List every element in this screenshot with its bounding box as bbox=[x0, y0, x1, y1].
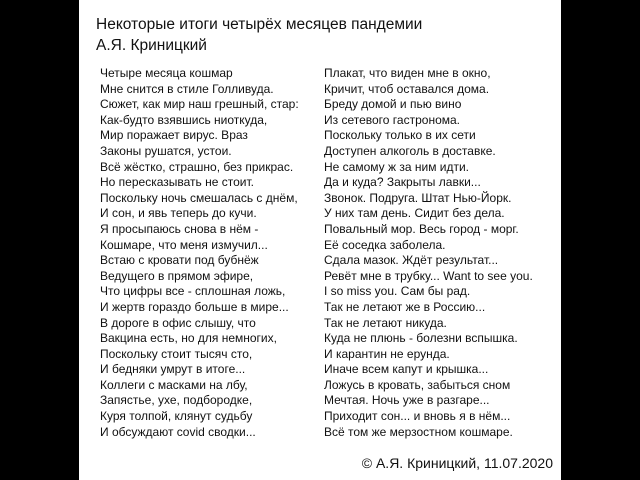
poem-line: Поскольку только в их сети bbox=[324, 128, 476, 143]
poem-column-left bbox=[100, 66, 299, 440]
poem-line: Ревёт мне в трубку... Want to see you. bbox=[324, 268, 533, 283]
poem-line: Бреду домой и пью вино bbox=[324, 97, 462, 112]
poem-author: А.Я. Криницкий bbox=[96, 37, 207, 54]
poem-column-right bbox=[324, 66, 533, 440]
poem-line: Доступен алкоголь в доставке. bbox=[324, 143, 496, 158]
poem-line: И обсуждают covid сводки... bbox=[100, 424, 256, 439]
poem-line: Поскольку ночь смешалась с днём, bbox=[100, 190, 298, 205]
poem-line: Всё том же мерзостном кошмаре. bbox=[324, 424, 513, 439]
poem-line: Встаю с кровати под бубнёж bbox=[100, 253, 259, 268]
poem-line: Запястье, ухе, подбородке, bbox=[100, 393, 253, 408]
poem-line: Плакат, что виден мне в окно, bbox=[324, 66, 491, 80]
poem-line: Сюжет, как мир наш грешный, стар: bbox=[100, 97, 299, 112]
poem-line: В дороге в офис слышу, что bbox=[100, 315, 256, 330]
poem-line: Так не летают же в Россию... bbox=[324, 299, 486, 314]
poem-line: Иначе всем капут и крышка... bbox=[324, 362, 489, 377]
poem-line: Всё жёстко, страшно, без прикрас. bbox=[100, 159, 294, 174]
poem-line: И сон, и явь теперь до кучи. bbox=[100, 206, 257, 221]
poem-line: Законы рушатся, устои. bbox=[100, 143, 232, 158]
poem-line: Как-будто взявшись ниоткуда, bbox=[100, 112, 268, 127]
poem-line: Поскольку стоит тысяч сто, bbox=[100, 346, 253, 361]
poem-line: Приходит сон... и вновь я в нём... bbox=[324, 409, 511, 424]
poem-line: И бедняки умрут в итоге... bbox=[100, 362, 246, 377]
poem-line: И жертв гораздо больше в мире... bbox=[100, 299, 289, 314]
poem-line: И карантин не ерунда. bbox=[324, 346, 450, 361]
poem-line: Звонок. Подруга. Штат Нью-Йорк. bbox=[324, 190, 512, 205]
poem-line: Кричит, чтоб оставался дома. bbox=[324, 81, 490, 96]
poem-line: Повальный мор. Весь город - морг. bbox=[324, 221, 519, 236]
poem-line: Ложусь в кровать, забыться сном bbox=[324, 377, 511, 392]
poem-line: У них там день. Сидит без дела. bbox=[324, 206, 505, 221]
poem-line: I so miss you. Сам бы рад. bbox=[324, 284, 471, 299]
poem-line: Коллеги с масками на лбу, bbox=[100, 377, 248, 392]
poem-line: Мечтая. Ночь уже в разгаре... bbox=[324, 393, 490, 408]
poem-line: Четыре месяца кошмар bbox=[100, 66, 233, 80]
poem-line: Куда не плюнь - болезни вспышка. bbox=[324, 331, 518, 346]
poem-line: Кошмаре, что меня измучил... bbox=[100, 237, 268, 252]
poem-page bbox=[79, 0, 561, 480]
poem-line: Мир поражает вирус. Враз bbox=[100, 128, 248, 143]
poem-title: Некоторые итоги четырёх месяцев пандемии bbox=[96, 16, 423, 33]
poem-line: Её соседка заболела. bbox=[324, 237, 446, 252]
poem-line: Ведущего в прямом эфире, bbox=[100, 268, 254, 283]
poem-line: Не самому ж за ним идти. bbox=[324, 159, 470, 174]
poem-line: Что цифры все - сплошная ложь, bbox=[100, 284, 286, 299]
poem-line: Мне снится в стиле Голливуда. bbox=[100, 81, 274, 96]
poem-line: Да и куда? Закрыты лавки... bbox=[324, 175, 481, 190]
copyright-notice: © А.Я. Криницкий, 11.07.2020 bbox=[361, 455, 553, 471]
poem-line: Куря толпой, клянут судьбу bbox=[100, 409, 253, 424]
poem-line: Так не летают никуда. bbox=[324, 315, 447, 330]
page-title bbox=[96, 14, 422, 56]
poem-line: Но пересказывать не стоит. bbox=[100, 175, 254, 190]
poem-line: Вакцина есть, но для немногих, bbox=[100, 331, 277, 346]
poem-line: Я просыпаюсь снова в нём - bbox=[100, 221, 259, 236]
poem-line: Сдала мазок. Ждёт результат... bbox=[324, 253, 499, 268]
poem-line: Из сетевого гастронома. bbox=[324, 112, 460, 127]
